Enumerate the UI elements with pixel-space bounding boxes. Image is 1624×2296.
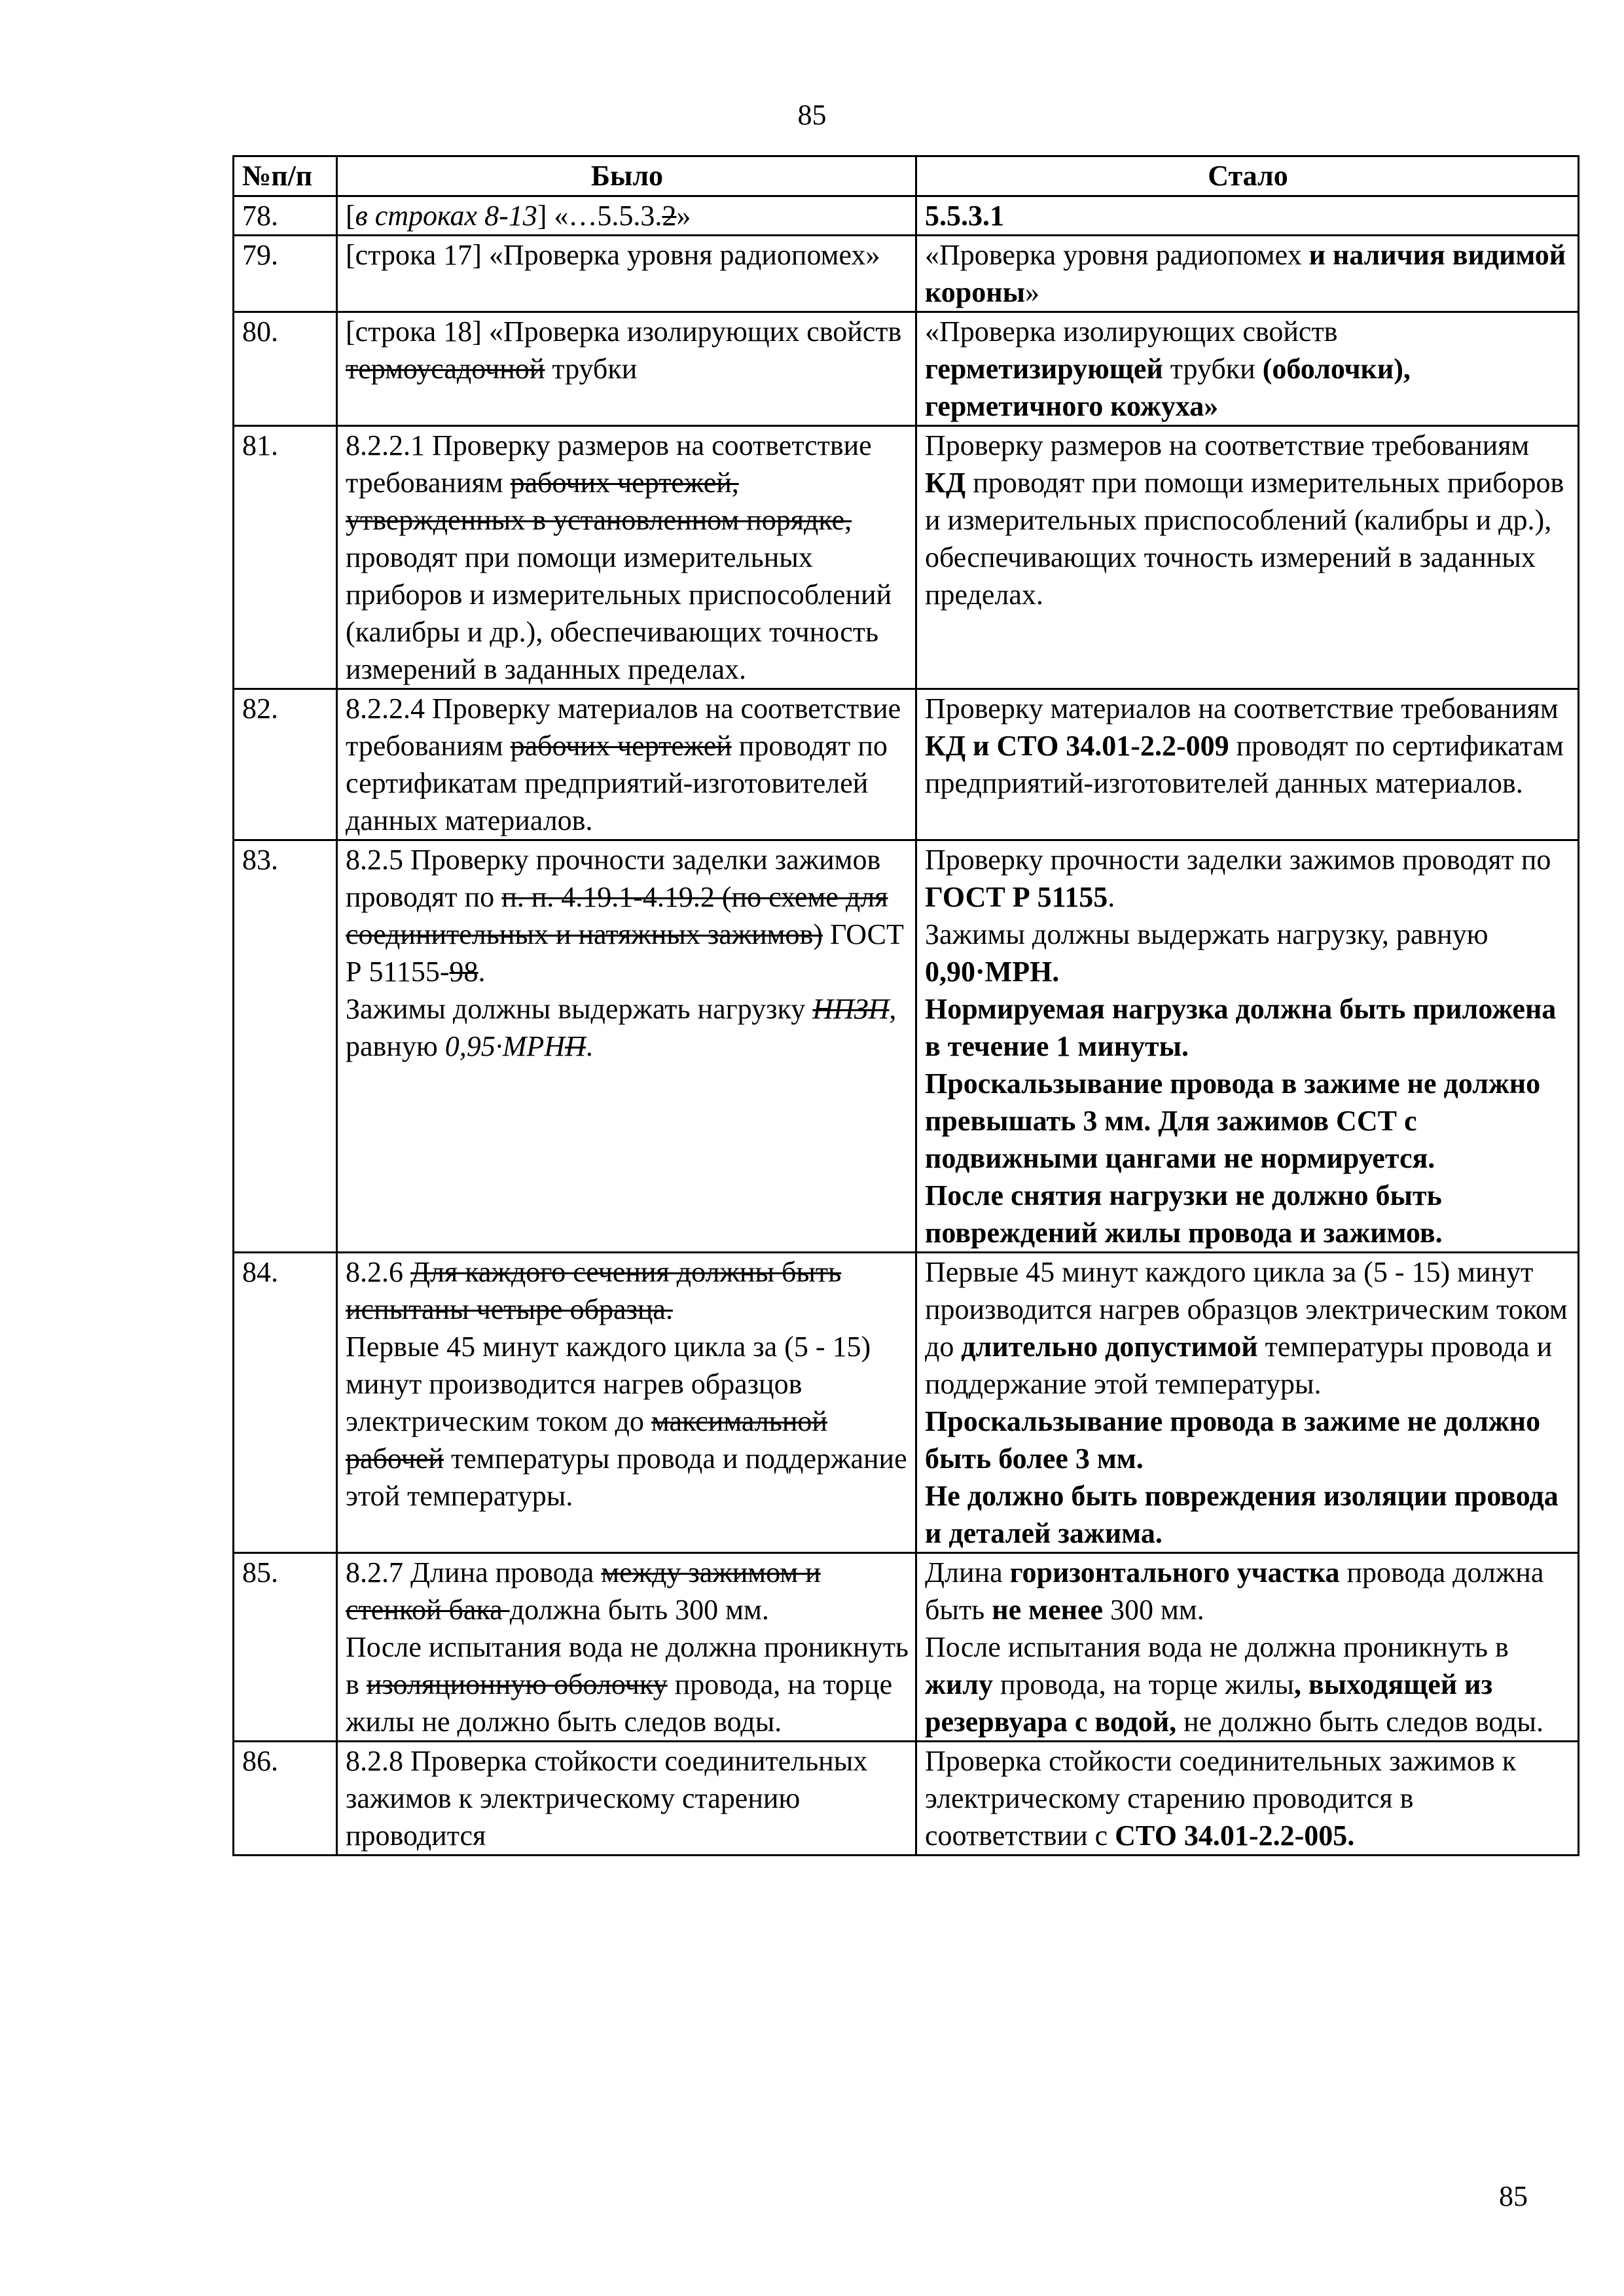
inserted-text: 0,90·МРН. bbox=[925, 956, 1060, 988]
inserted-text: 5.5.3.1 bbox=[925, 200, 1004, 232]
cell-was bbox=[337, 689, 916, 840]
inserted-text: герметизирующей bbox=[925, 353, 1163, 385]
paragraph bbox=[925, 1065, 1571, 1177]
table-row bbox=[234, 689, 1579, 840]
text-run: [строка 17] «Проверка уровня радиопомех» bbox=[346, 239, 880, 271]
text-run: 8.2.2.1 Проверку размеров на соответствие требованиям bbox=[346, 429, 872, 499]
cell-was bbox=[337, 1742, 916, 1856]
inserted-text: (оболочки), герметичного кожуха» bbox=[925, 353, 1411, 422]
paragraph bbox=[925, 236, 1571, 311]
cell-became bbox=[916, 1253, 1579, 1553]
paragraph bbox=[346, 1742, 909, 1854]
text-run: Первые 45 минут каждого цикла за (5 - 15) минут производится нагрев образцов электрическим током до bbox=[925, 1256, 1568, 1363]
text-run: температуры провода и поддержание этой температуры. bbox=[925, 1331, 1553, 1400]
row-number: 78. bbox=[234, 196, 337, 236]
paragraph bbox=[346, 236, 909, 274]
text-run: 8.2.2.4 Проверку материалов на соответствие требованиям bbox=[346, 692, 901, 762]
inserted-text: , выходящей из резервуара с водой, bbox=[925, 1668, 1493, 1738]
deleted-text: 2 bbox=[662, 200, 677, 232]
text-run: После испытания вода не должна проникнуть в bbox=[346, 1631, 909, 1700]
paragraph bbox=[346, 1554, 909, 1628]
cell-became bbox=[916, 236, 1579, 312]
text-run: , равную bbox=[346, 993, 897, 1062]
paragraph bbox=[925, 1742, 1571, 1854]
inserted-text: горизонтального участка bbox=[1009, 1556, 1340, 1588]
deleted-text: рабочих чертежей bbox=[510, 730, 732, 762]
inserted-text: жилу bbox=[925, 1668, 993, 1700]
cell-was bbox=[337, 426, 916, 689]
text-run: 8.2.8 Проверка стойкости соединительных зажимов к электрическому старению проводится bbox=[346, 1745, 868, 1852]
text-run: трубки bbox=[545, 353, 638, 385]
cell-was bbox=[337, 236, 916, 312]
paragraph bbox=[346, 841, 909, 990]
page-number-top: 85 bbox=[797, 99, 827, 131]
cell-became bbox=[916, 1742, 1579, 1856]
paragraph bbox=[925, 313, 1571, 425]
inserted-text: не менее bbox=[992, 1594, 1104, 1626]
deleted-text: изоляционную оболочку bbox=[366, 1668, 668, 1700]
text-run: проводят по сертификатам предприятий-изготовителей данных материалов. bbox=[925, 730, 1564, 799]
header-was: Было bbox=[337, 156, 916, 196]
text-run: провода должна быть bbox=[925, 1556, 1544, 1626]
text-run: ГОСТ Р 51155- bbox=[346, 918, 904, 988]
text-run: Проверку размеров на соответствие требованиям bbox=[925, 429, 1530, 461]
paragraph bbox=[925, 1253, 1571, 1403]
table-row bbox=[234, 840, 1579, 1253]
text-run: [ bbox=[346, 200, 355, 232]
row-number: 80. bbox=[234, 312, 337, 426]
deleted-text: между зажимом и стенкой бака bbox=[346, 1556, 821, 1626]
deleted-text: максимальной рабочей bbox=[346, 1405, 827, 1475]
text-run: . bbox=[478, 956, 486, 988]
inserted-text: Проскальзывание провода в зажиме не должно быть более 3 мм. bbox=[925, 1405, 1541, 1475]
text-run: «Проверка изолирующих свойств bbox=[925, 315, 1338, 348]
deleted-text: 98 bbox=[449, 956, 478, 988]
inserted-text: КД bbox=[925, 467, 966, 499]
text-run: Первые 45 минут каждого цикла за (5 - 15) минут производится нагрев образцов электрическим током до bbox=[346, 1331, 871, 1437]
table-row bbox=[234, 426, 1579, 689]
cell-was bbox=[337, 1553, 916, 1742]
text-run: проводят при помощи измерительных приборов и измерительных приспособлений (калибры и др.), обеспечивающих точность измерений в заданных пределах. bbox=[346, 541, 892, 685]
deleted-text: рабочих чертежей, утвержденных в установленном порядке, bbox=[346, 467, 852, 536]
paragraph bbox=[925, 1477, 1571, 1552]
paragraph bbox=[346, 427, 909, 688]
paragraph bbox=[346, 1328, 909, 1515]
text-run: [строка 18] «Проверка изолирующих свойств bbox=[346, 315, 902, 348]
deleted-text: НПЗП bbox=[812, 993, 890, 1025]
paragraph bbox=[346, 197, 909, 234]
paragraph bbox=[925, 1628, 1571, 1740]
text-run: » bbox=[676, 200, 691, 232]
inserted-text: Не должно быть повреждения изоляции провода и деталей зажима. bbox=[925, 1480, 1559, 1549]
text-run: После испытания вода не должна проникнуть в bbox=[925, 1631, 1509, 1663]
text-run: должна быть 300 мм. bbox=[509, 1594, 769, 1626]
table-row bbox=[234, 1742, 1579, 1856]
cell-was bbox=[337, 1253, 916, 1553]
text-run: провода, на торце жилы bbox=[992, 1668, 1294, 1700]
cell-became bbox=[916, 689, 1579, 840]
paragraph bbox=[346, 690, 909, 839]
row-number: 79. bbox=[234, 236, 337, 312]
paragraph bbox=[925, 990, 1571, 1065]
cell-became bbox=[916, 196, 1579, 236]
inserted-text: длительно допустимой bbox=[961, 1331, 1258, 1363]
text-run: Проверку прочности заделки зажимов проводят по bbox=[925, 844, 1551, 876]
text-run: Проверка стойкости соединительных зажимов к электрическому старению проводится в соответствии с bbox=[925, 1745, 1517, 1852]
text-run: трубки bbox=[1163, 353, 1263, 385]
inserted-text: После снятия нагрузки не должно быть повреждений жилы провода и зажимов. bbox=[925, 1179, 1443, 1249]
cell-became bbox=[916, 1553, 1579, 1742]
row-number: 84. bbox=[234, 1253, 337, 1553]
text-run: » bbox=[1024, 276, 1039, 308]
text-run: проводят по сертификатам предприятий-изготовителей данных материалов. bbox=[346, 730, 888, 836]
text-run: 300 мм. bbox=[1103, 1594, 1204, 1626]
text-run: 8.2.5 Проверку прочности заделки зажимов проводят по bbox=[346, 844, 881, 913]
table-header-row bbox=[234, 156, 1579, 196]
header-num: №п/п bbox=[234, 156, 337, 196]
inserted-text: Нормируемая нагрузка должна быть приложена в течение 1 минуты. bbox=[925, 993, 1557, 1062]
text-run: 0,95·МРН bbox=[444, 1030, 566, 1062]
paragraph bbox=[925, 427, 1571, 613]
text-run: 8.2.6 bbox=[346, 1256, 410, 1288]
text-run: ] «…5.5.3. bbox=[537, 200, 662, 232]
cell-became bbox=[916, 840, 1579, 1253]
paragraph bbox=[925, 1554, 1571, 1628]
inserted-text: СТО 34.01-2.2-005. bbox=[1115, 1820, 1355, 1852]
changes-table bbox=[232, 155, 1579, 1856]
inserted-text: и наличия видимой короны bbox=[925, 239, 1566, 308]
text-run: температуры провода и поддержание этой температуры. bbox=[346, 1443, 907, 1512]
cell-was bbox=[337, 196, 916, 236]
row-number: 86. bbox=[234, 1742, 337, 1856]
paragraph bbox=[925, 1177, 1571, 1251]
text-run: 8.2.7 Длина провода bbox=[346, 1556, 602, 1588]
text-run: не должно быть следов воды. bbox=[1176, 1706, 1543, 1738]
text-run: провода, на торце жилы не должно быть следов воды. bbox=[346, 1668, 893, 1738]
inserted-text: Проскальзывание провода в зажиме не должно превышать 3 мм. Для зажимов ССТ с подвижными цангами не нормируется. bbox=[925, 1067, 1541, 1174]
paragraph bbox=[346, 1628, 909, 1740]
table-row bbox=[234, 312, 1579, 426]
inserted-text: КД и СТО 34.01-2.2-009 bbox=[925, 730, 1229, 762]
paragraph bbox=[925, 690, 1571, 802]
cell-was bbox=[337, 312, 916, 426]
text-run: . bbox=[1108, 881, 1115, 913]
text-run: проводят при помощи измерительных приборов и измерительных приспособлений (калибры и др.), обеспечивающих точность измерений в заданных пределах. bbox=[925, 467, 1564, 611]
paragraph bbox=[346, 990, 909, 1065]
cell-became bbox=[916, 426, 1579, 689]
paragraph bbox=[346, 313, 909, 387]
table-row bbox=[234, 236, 1579, 312]
paragraph bbox=[925, 1403, 1571, 1477]
text-run: Зажимы должны выдержать нагрузку, равную bbox=[925, 918, 1489, 950]
header-became: Стало bbox=[916, 156, 1579, 196]
text-run: «Проверка уровня радиопомех bbox=[925, 239, 1309, 271]
row-number: 82. bbox=[234, 689, 337, 840]
deleted-text: термоусадочной bbox=[346, 353, 545, 385]
table-row bbox=[234, 1253, 1579, 1553]
table-row bbox=[234, 1553, 1579, 1742]
cell-became bbox=[916, 312, 1579, 426]
deleted-text: П bbox=[565, 1030, 586, 1062]
deleted-text: Для каждого сечения должны быть испытаны четыре образца. bbox=[346, 1256, 842, 1325]
paragraph bbox=[925, 841, 1571, 916]
text-run: Длина bbox=[925, 1556, 1010, 1588]
row-number: 85. bbox=[234, 1553, 337, 1742]
text-run: в строках 8-13 bbox=[355, 200, 537, 232]
deleted-text: п. п. 4.19.1-4.19.2 (по схеме для соединительных и натяжных зажимов) bbox=[346, 881, 888, 950]
text-run: . bbox=[585, 1030, 593, 1062]
paragraph bbox=[925, 916, 1571, 990]
table-row bbox=[234, 196, 1579, 236]
text-run: Зажимы должны выдержать нагрузку bbox=[346, 993, 813, 1025]
paragraph bbox=[925, 197, 1571, 234]
page-number-bottom: 85 bbox=[1499, 2180, 1528, 2212]
row-number: 81. bbox=[234, 426, 337, 689]
cell-was bbox=[337, 840, 916, 1253]
paragraph bbox=[346, 1253, 909, 1328]
text-run: Проверку материалов на соответствие требованиям bbox=[925, 692, 1559, 725]
inserted-text: ГОСТ Р 51155 bbox=[925, 881, 1108, 913]
row-number: 83. bbox=[234, 840, 337, 1253]
